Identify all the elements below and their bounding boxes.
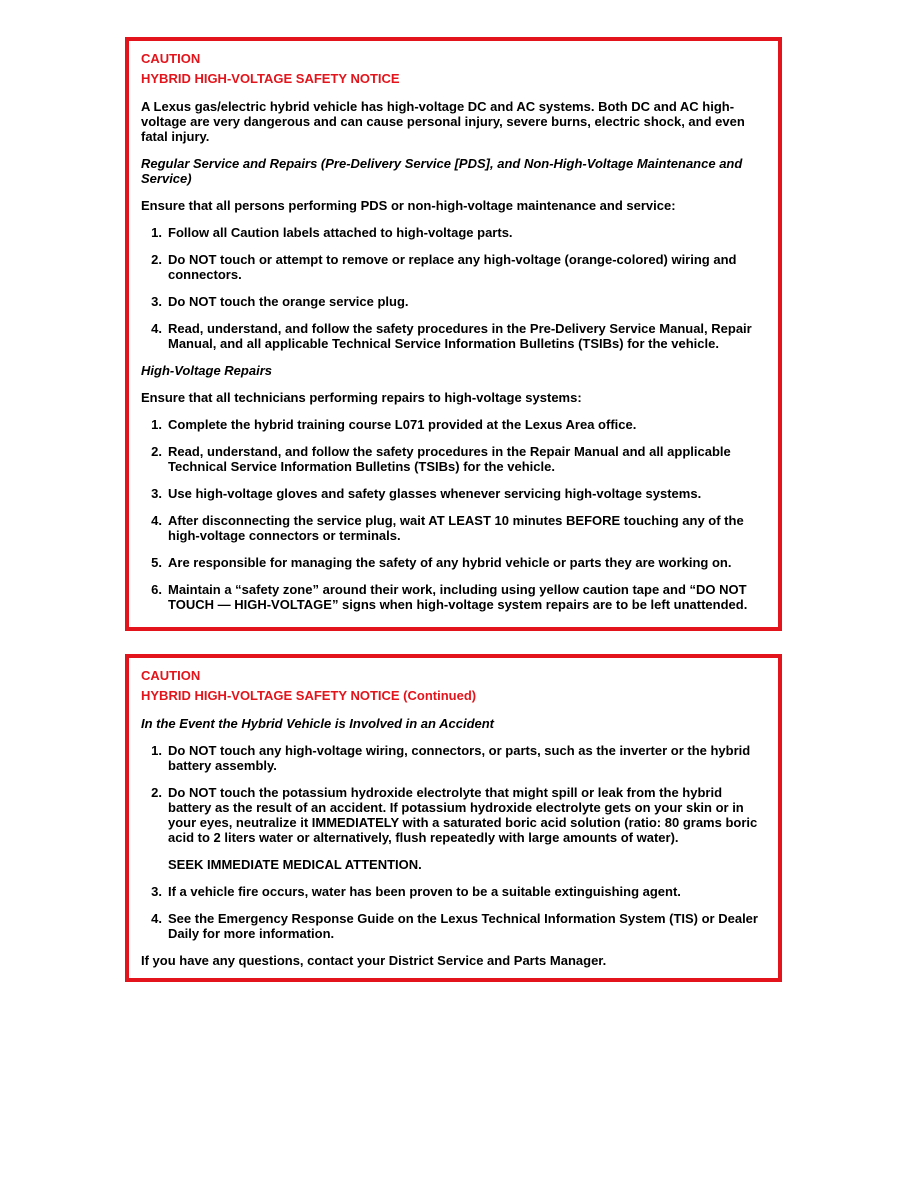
list-text: Do NOT touch any high-voltage wiring, connectors, or parts, such as the inverter or the hybrid battery assembly. <box>168 743 751 773</box>
list-text: If a vehicle fire occurs, water has been proven to be a suitable extinguishing agent. <box>168 884 681 899</box>
section-heading-high-voltage: High-Voltage Repairs <box>141 363 272 378</box>
section-heading-regular-service: Regular Service and Repairs (Pre-Delivery Service [PDS], and Non-High-Voltage Maintenance and Service) <box>141 156 743 186</box>
list-item <box>141 785 766 845</box>
list-text: Do NOT touch or attempt to remove or replace any high-voltage (orange-colored) wiring and connectors. <box>168 252 737 282</box>
list-text: Do NOT touch the potassium hydroxide electrolyte that might spill or leak from the hybrid battery as the result of an accident. If potassium hydroxide electrolyte gets on your skin or in your eyes, neutralize it IMMEDIATELY with a saturated boric acid solution (ratio: 80 grams boric acid to 2 liters water or alternatively, flush repeatedly with large amounts of water). <box>168 785 758 845</box>
list-text: Do NOT touch the orange service plug. <box>168 294 409 309</box>
list-number: 3. <box>151 486 162 501</box>
list-item <box>141 417 766 432</box>
list-item <box>141 743 766 773</box>
list-number: 2. <box>151 444 162 459</box>
list-item <box>141 884 766 899</box>
section-lead-regular-service: Ensure that all persons performing PDS or non-high-voltage maintenance and service: <box>141 198 676 213</box>
accident-list <box>141 743 766 845</box>
caution-notice-continued-box <box>125 654 782 982</box>
list-number: 3. <box>151 294 162 309</box>
list-number: 1. <box>151 417 162 432</box>
list-number: 6. <box>151 582 162 597</box>
list-text: Maintain a “safety zone” around their work, including using yellow caution tape and “DO NOT TOUCH — HIGH-VOLTAGE” signs when high-voltage system repairs are to be left unattended. <box>168 582 748 612</box>
regular-service-list <box>141 225 766 351</box>
list-text: See the Emergency Response Guide on the Lexus Technical Information System (TIS) or Dealer Daily for more information. <box>168 911 758 941</box>
list-text: Are responsible for managing the safety of any hybrid vehicle or parts they are working on. <box>168 555 732 570</box>
list-item <box>141 444 766 474</box>
list-item <box>141 486 766 501</box>
list-number: 3. <box>151 884 162 899</box>
list-item <box>141 513 766 543</box>
list-number: 2. <box>151 252 162 267</box>
list-number: 4. <box>151 513 162 528</box>
caution-label: CAUTION <box>141 51 201 66</box>
list-item <box>141 252 766 282</box>
list-item <box>141 911 766 941</box>
list-number: 1. <box>151 743 162 758</box>
medical-attention-note: SEEK IMMEDIATE MEDICAL ATTENTION. <box>168 857 422 872</box>
list-number: 5. <box>151 555 162 570</box>
list-number: 1. <box>151 225 162 240</box>
section-heading-accident: In the Event the Hybrid Vehicle is Involved in an Accident <box>141 716 495 731</box>
intro-paragraph: A Lexus gas/electric hybrid vehicle has high-voltage DC and AC systems. Both DC and AC high-voltage are very dangerous and can cause personal injury, severe burns, electric shock, and even fatal injury. <box>141 99 745 144</box>
list-text: Read, understand, and follow the safety procedures in the Pre-Delivery Service Manual, Repair Manual, and all applicable Technical Service Information Bulletins (TSIBs) for the vehicle. <box>168 321 752 351</box>
list-item <box>141 555 766 570</box>
accident-list-continued <box>141 884 766 941</box>
notice-title: HYBRID HIGH-VOLTAGE SAFETY NOTICE <box>141 71 400 86</box>
list-text: After disconnecting the service plug, wait AT LEAST 10 minutes BEFORE touching any of the high-voltage connectors or terminals. <box>168 513 744 543</box>
contact-footer: If you have any questions, contact your District Service and Parts Manager. <box>141 953 607 968</box>
list-item <box>141 321 766 351</box>
list-number: 4. <box>151 321 162 336</box>
list-item <box>141 225 766 240</box>
notice-title: HYBRID HIGH-VOLTAGE SAFETY NOTICE (Continued) <box>141 688 477 703</box>
caution-notice-box <box>125 37 782 631</box>
list-text: Read, understand, and follow the safety procedures in the Repair Manual and all applicable Technical Service Information Bulletins (TSIBs) for the vehicle. <box>168 444 731 474</box>
list-number: 4. <box>151 911 162 926</box>
caution-label: CAUTION <box>141 668 201 683</box>
section-lead-high-voltage: Ensure that all technicians performing repairs to high-voltage systems: <box>141 390 582 405</box>
list-item <box>141 582 766 612</box>
list-text: Use high-voltage gloves and safety glasses whenever servicing high-voltage systems. <box>168 486 702 501</box>
high-voltage-list <box>141 417 766 612</box>
list-item <box>141 294 766 309</box>
list-number: 2. <box>151 785 162 800</box>
list-text: Complete the hybrid training course L071 provided at the Lexus Area office. <box>168 417 637 432</box>
list-text: Follow all Caution labels attached to high-voltage parts. <box>168 225 513 240</box>
